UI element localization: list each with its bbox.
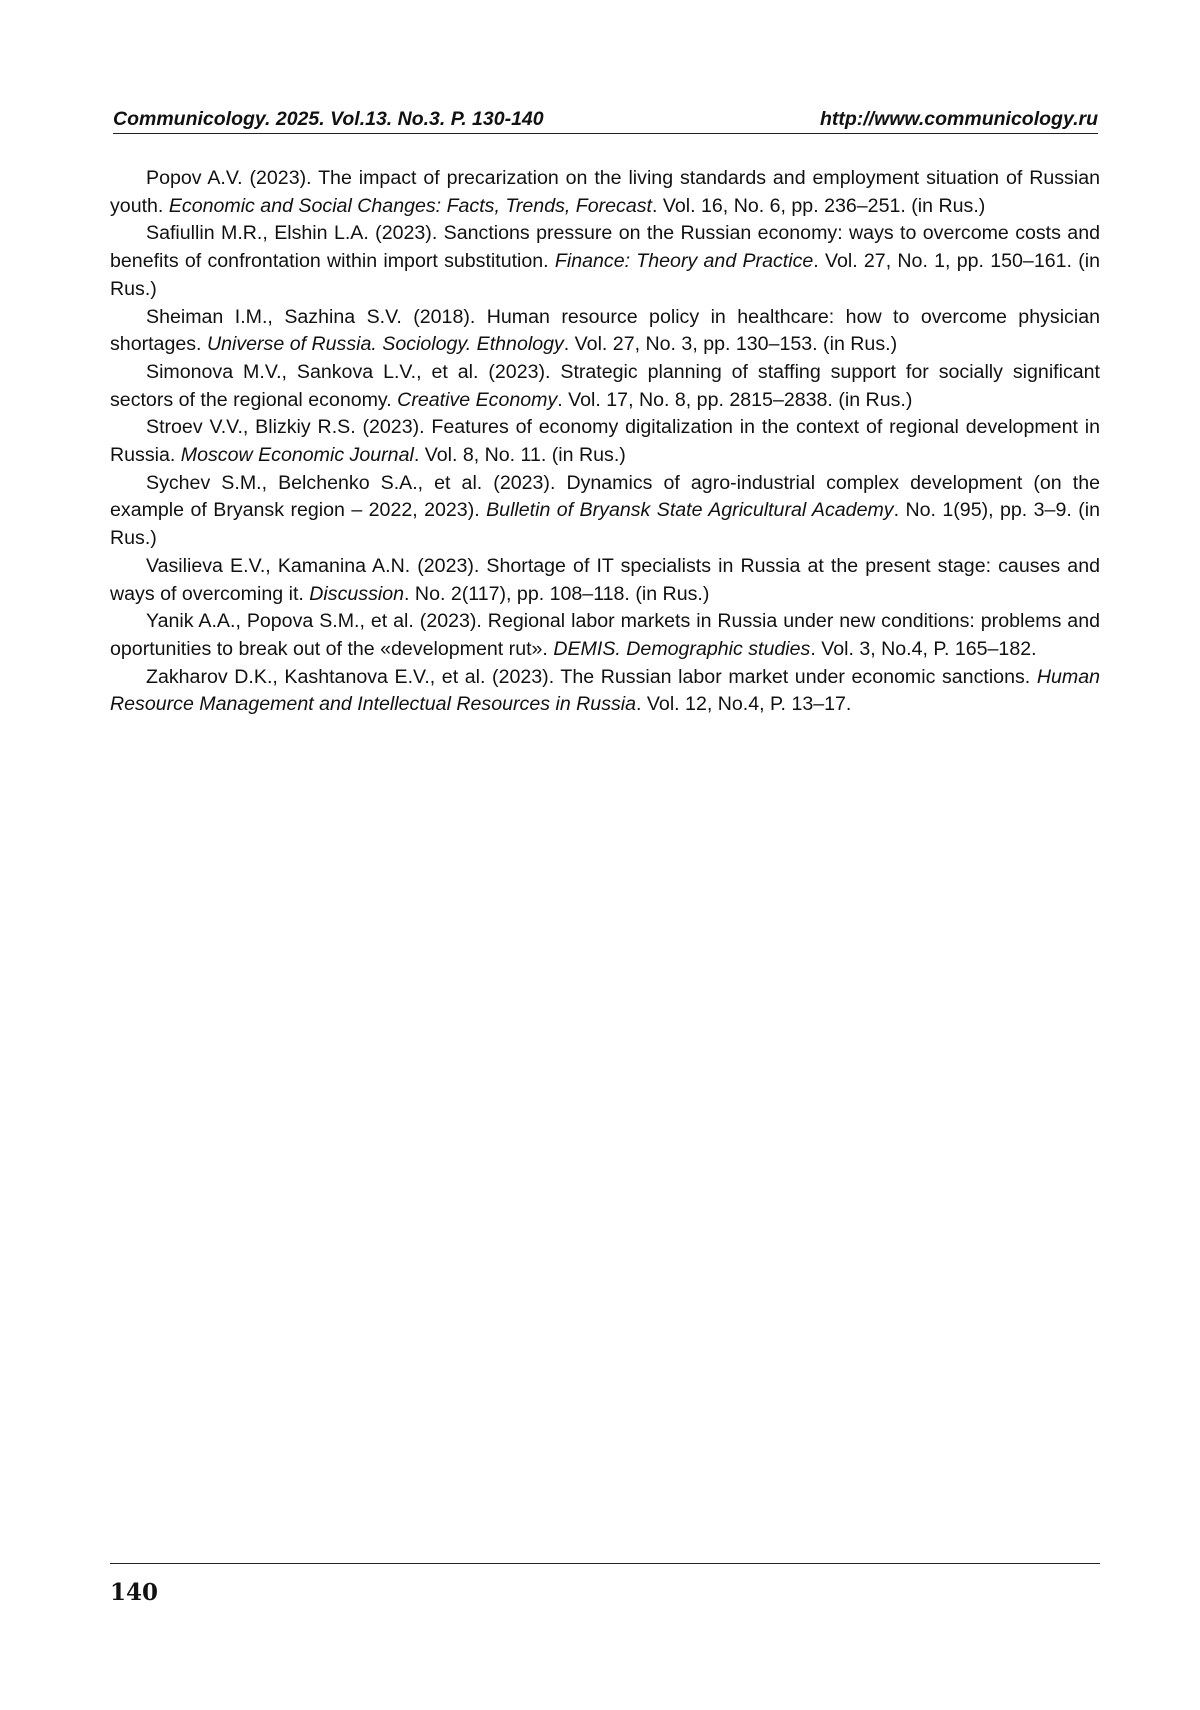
reference-journal: DEMIS. Demographic studies [553,637,811,660]
reference-journal: Economic and Social Changes: Facts, Trends, Forecast [168,194,652,217]
reference-item: Vasilieva E.V., Kamanina A.N. (2023). Shortage of IT specialists in Russia at the present stage: causes and ways of overcoming it. Discussion. No. 2(117), pp. 108–118. (in Rus.) [110,554,1100,605]
reference-list [110,165,1100,719]
journal-citation: Communicology. 2025. Vol.13. No.3. P. 130-140 [113,108,544,130]
reference-item: Zakharov D.K., Kashtanova E.V., et al. (2023). The Russian labor market under economic sanctions. Human Resource Management and Intellectual Resources in Russia. Vol. 12, No.4, P. 13–17. [110,665,1100,716]
reference-item: Simonova M.V., Sankova L.V., et al. (2023). Strategic planning of staffing support for socially significant sectors of the regional economy. Creative Economy. Vol. 17, No. 8, pp. 2815–2838. (in Rus.) [110,360,1100,411]
reference-journal: Discussion [309,582,405,605]
page-number: 140 [110,1579,159,1606]
journal-url: http://www.communicology.ru [819,108,1098,130]
reference-journal: Human Resource Management and Intellectual Resources in Russia [110,665,1100,716]
reference-journal: Finance: Theory and Practice [554,250,814,273]
reference-item: Sychev S.M., Belchenko S.A., et al. (2023). Dynamics of agro-industrial complex development (on the example of Bryansk region – 2022, 2023). Bulletin of Bryansk State Agricultural Academy. No. 1(95), pp. 3–9. (in Rus.) [110,471,1100,550]
reference-item: Stroev V.V., Blizkiy R.S. (2023). Features of economy digitalization in the context of regional development in Russia. Moscow Economic Journal. Vol. 8, No. 11. (in Rus.) [110,416,1100,467]
reference-item: Popov A.V. (2023). The impact of precarization on the living standards and employment situation of Russian youth. Economic and Social Changes: Facts, Trends, Forecast. Vol. 16, No. 6, pp. 236–251. (in Rus.) [110,167,1100,217]
reference-item: Safiullin M.R., Elshin L.A. (2023). Sanctions pressure on the Russian economy: ways to overcome costs and benefits of confrontation within import substitution. Finance: Theory and Practice. Vol. 27, No. 1, pp. 150–161. (in Rus.) [110,222,1100,300]
running-head [113,107,1098,134]
reference-item: Yanik A.A., Popova S.M., et al. (2023). Regional labor markets in Russia under new conditions: problems and oportunities to break out of the «development rut». DEMIS. Demographic studies. Vol. 3, No.4, P. 165–182. [110,610,1100,660]
reference-journal: Universe of Russia. Sociology. Ethnology [206,333,564,356]
reference-journal: Moscow Economic Journal [180,444,414,467]
footer-rule [110,1563,1100,1564]
reference-item: Sheiman I.M., Sazhina S.V. (2018). Human resource policy in healthcare: how to overcome physician shortages. Universe of Russia. Sociology. Ethnology. Vol. 27, No. 3, pp. 130–153. (in Rus.) [110,305,1100,356]
reference-journal: Creative Economy [397,388,558,411]
reference-journal: Bulletin of Bryansk State Agricultural Academy [486,499,894,522]
